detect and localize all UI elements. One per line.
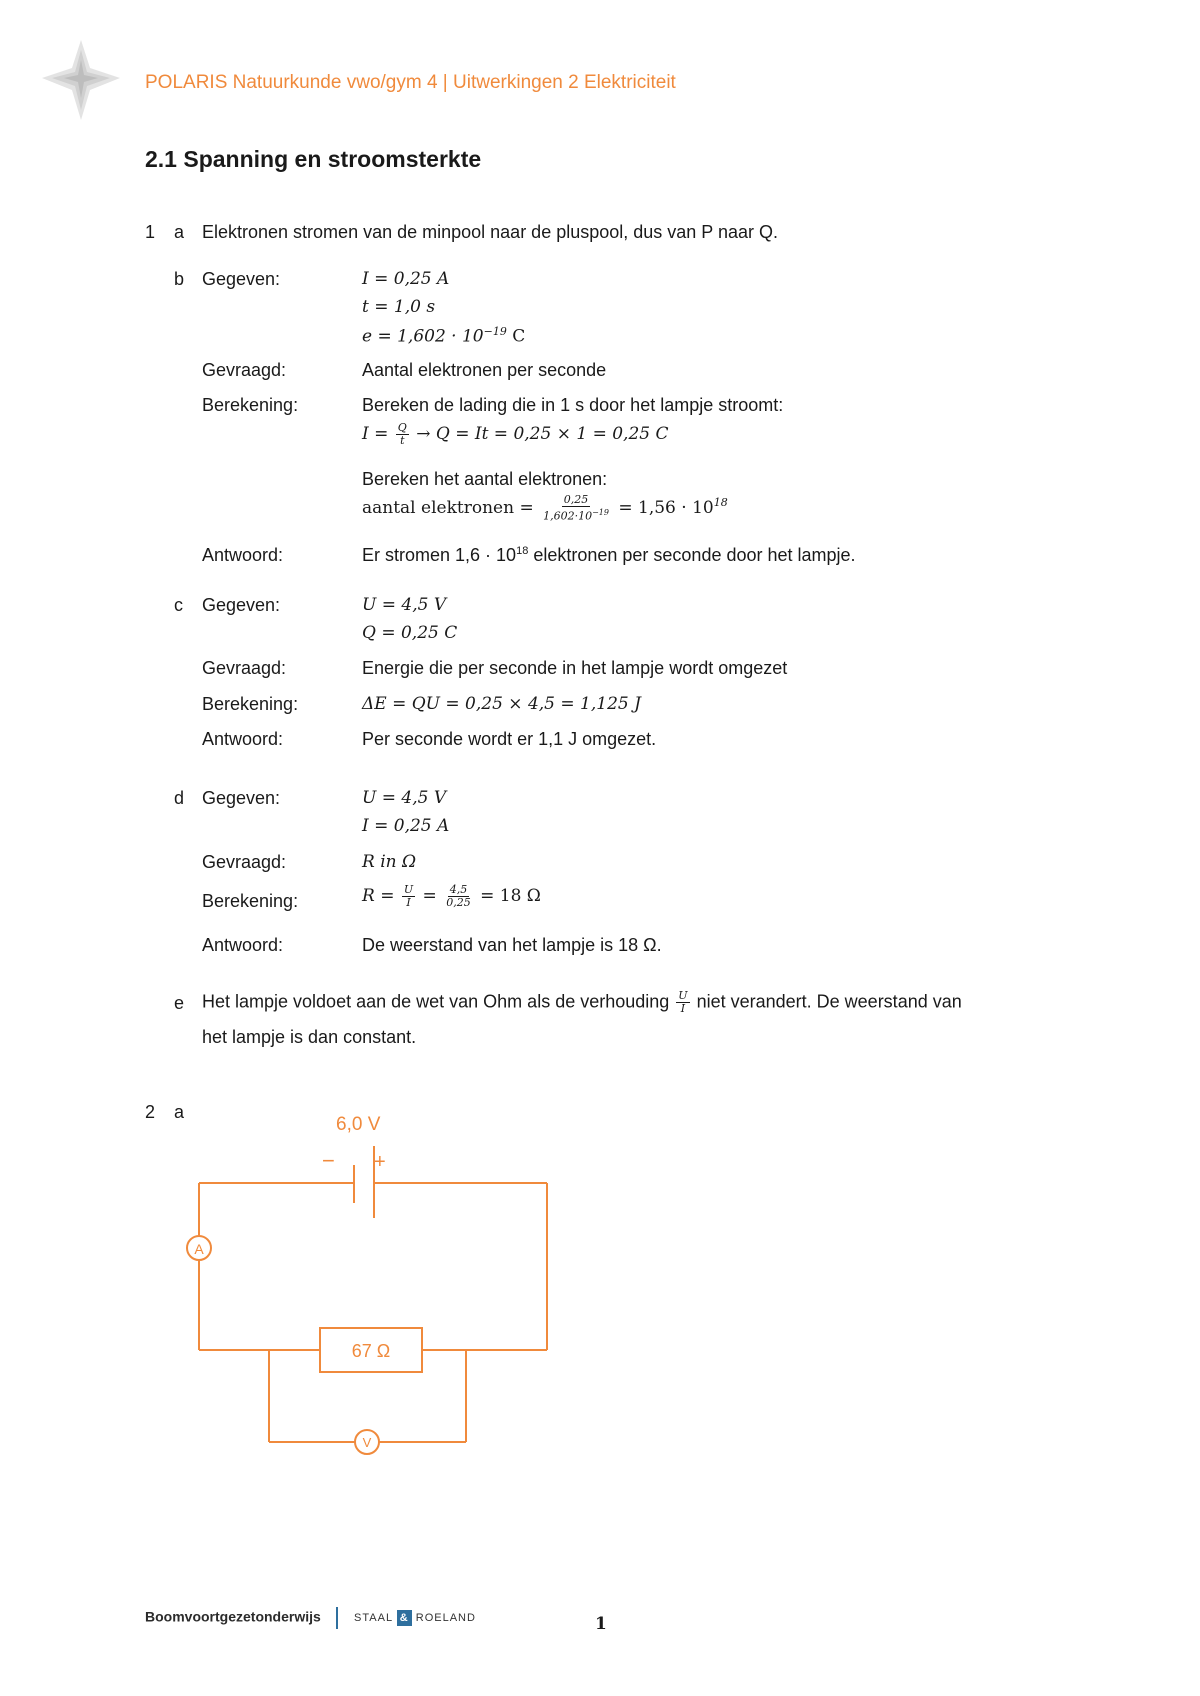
given-current: I = 0,25 A	[362, 269, 450, 289]
calc-1b-line2: Bereken het aantal elektronen:	[362, 469, 608, 489]
calc-1b-eq1: I = $\frac{Q}{t}$ → Q = It = 0,25 × 1 = 0,25 C	[362, 421, 669, 447]
given-charge: $e = 1,602 \cdot 10^{-19}$ C	[362, 325, 526, 347]
calc-1c: ΔE = QU = 0,25 × 4,5 = 1,125 J	[362, 694, 641, 714]
minus-sign: −	[322, 1148, 335, 1173]
page-header: POLARIS Natuurkunde vwo/gym 4 | Uitwerkingen 2 Elektriciteit	[145, 72, 676, 93]
sub-letter-a: a	[174, 1102, 185, 1122]
answer-1b: Er stromen $1,6 \cdot 10^{18}$ elektronen per seconde door het lampje.	[362, 545, 856, 565]
calc-1d: R = $\frac{U}{I}$ = $\frac{4,5}{0,25}$ = 18 Ω	[362, 883, 541, 909]
voltmeter-label: V	[362, 1435, 372, 1450]
question-number-1: 1	[145, 222, 156, 242]
answer-1a: Elektronen stromen van de minpool naar de pluspool, dus van P naar Q.	[202, 222, 779, 242]
sub-letter-c: c	[174, 595, 183, 615]
label-given: Gegeven:	[202, 595, 281, 615]
asked-1d: R in Ω	[362, 852, 417, 872]
label-answer: Antwoord:	[202, 545, 284, 565]
label-asked: Gevraagd:	[202, 852, 287, 872]
label-asked: Gevraagd:	[202, 658, 287, 678]
label-given: Gegeven:	[202, 269, 281, 289]
label-answer: Antwoord:	[202, 729, 284, 749]
label-asked: Gevraagd:	[202, 360, 287, 380]
given-charge: Q = 0,25 C	[362, 623, 458, 643]
label-calc: Berekening:	[202, 891, 299, 911]
sub-letter-a: a	[174, 222, 185, 242]
sub-letter-b: b	[174, 269, 185, 289]
answer-1c: Per seconde wordt er 1,1 J omgezet.	[362, 729, 657, 749]
battery-voltage-label: 6,0 V	[336, 1114, 381, 1135]
sub-letter-d: d	[174, 788, 185, 808]
calc-1b-line1: Bereken de lading die in 1 s door het lampje stroomt:	[362, 395, 784, 415]
answer-1d: De weerstand van het lampje is 18 Ω.	[362, 935, 662, 955]
label-calc: Berekening:	[202, 395, 299, 415]
label-calc: Berekening:	[202, 694, 299, 714]
partner-logo: STAAL & ROELAND	[354, 1612, 476, 1625]
answer-1e-line1: Het lampje voldoet aan de wet van Ohm als de verhouding $\frac{U}{I}$ niet verandert. De weerstand van	[202, 989, 962, 1015]
given-time: t = 1,0 s	[362, 297, 436, 317]
label-answer: Antwoord:	[202, 935, 284, 955]
section-title: 2.1 Spanning en stroomsterkte	[145, 146, 482, 172]
resistor-label: 67 Ω	[351, 1341, 391, 1361]
label-given: Gegeven:	[202, 788, 281, 808]
given-voltage: U = 4,5 V	[362, 595, 447, 615]
page-number: 1	[595, 1614, 607, 1634]
calc-1b-eq2: aantal elektronen = $\frac{0,25}{1,602\cdot 10^{-19}}$ = $1,56 \cdot 10^{18}$	[362, 493, 728, 523]
publisher-logo: Boomvoortgezetonderwijs	[145, 1608, 321, 1625]
asked-1b: Aantal elektronen per seconde	[362, 360, 607, 380]
footer-logo	[145, 1607, 476, 1629]
sub-letter-e: e	[174, 993, 185, 1013]
asked-1c: Energie die per seconde in het lampje wordt omgezet	[362, 658, 788, 678]
question-number-2: 2	[145, 1102, 156, 1122]
given-current: I = 0,25 A	[362, 816, 450, 836]
answer-1e-line2: het lampje is dan constant.	[202, 1027, 417, 1047]
given-voltage: U = 4,5 V	[362, 788, 447, 808]
plus-sign: +	[374, 1151, 386, 1173]
ammeter-label: A	[194, 1241, 204, 1257]
